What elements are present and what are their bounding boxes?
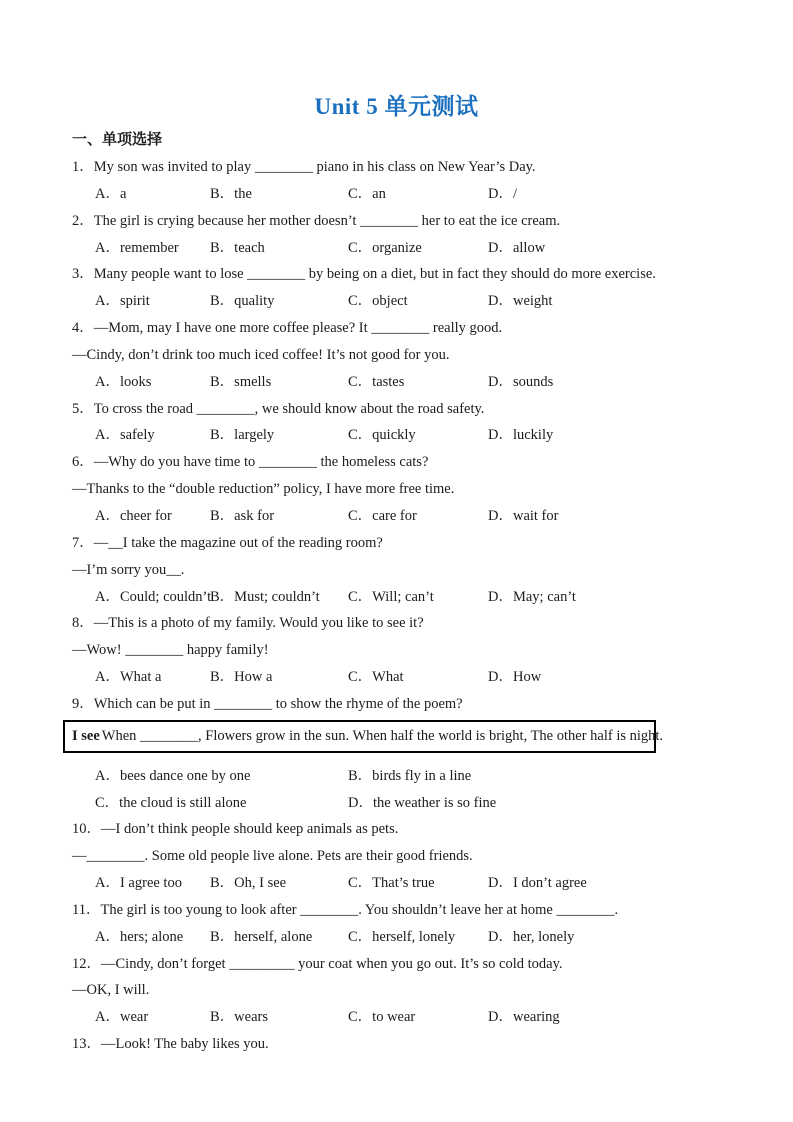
question-line: —OK, I will. (72, 982, 150, 999)
option: C．tastes (348, 373, 405, 390)
question-line: 3．Many people want to lose ________ by being on a diet, but in fact they should do more exercise. (72, 266, 656, 283)
option: B．Must; couldn’t (210, 588, 320, 605)
option: B．the (210, 185, 252, 202)
options-row (95, 503, 721, 530)
option: B．largely (210, 427, 275, 444)
question-line: —Cindy, don’t drink too much iced coffee! It’s not good for you. (72, 346, 450, 363)
options-row (95, 1004, 721, 1031)
options-row (95, 870, 721, 897)
option: D．wearing (488, 1009, 560, 1026)
question-12 (72, 951, 721, 1032)
option: C．the cloud is still alone (95, 794, 247, 811)
question-line: 2．The girl is crying because her mother doesn’t ________ her to eat the ice cream. (72, 212, 561, 229)
option: B．How a (210, 669, 273, 686)
option: D．weight (488, 293, 553, 310)
question-5 (72, 396, 721, 450)
question-line: —Thanks to the “double reduction” policy, I have more free time. (72, 481, 455, 498)
question-line: 7．—__I take the magazine out of the reading room? (72, 534, 383, 551)
options-row (95, 763, 721, 817)
poem-box-text: When ________, Flowers grow in the sun. When half the world is bright, The other half is night. (101, 727, 664, 744)
question-8 (72, 610, 721, 691)
option: C．an (348, 185, 386, 202)
option: B．herself, alone (210, 928, 313, 945)
option: C．care for (348, 507, 417, 524)
question-list (72, 154, 721, 1058)
option: B．wears (210, 1009, 268, 1026)
question-6 (72, 449, 721, 530)
question-10 (72, 816, 721, 897)
question-line: —Wow! ________ happy family! (72, 642, 269, 659)
option: A．cheer for (95, 507, 172, 524)
section-heading: 一、单项选择 (72, 132, 163, 148)
options-row (95, 924, 721, 951)
question-line: 12．—Cindy, don’t forget _________ your coat when you go out. It’s so cold today. (72, 955, 563, 972)
option: D．wait for (488, 507, 559, 524)
options-row (95, 288, 721, 315)
question-line: 5．To cross the road ________, we should know about the road safety. (72, 400, 485, 417)
option: C．organize (348, 239, 422, 256)
option: D．the weather is so fine (348, 794, 497, 811)
options-row (95, 584, 721, 611)
option: A．safely (95, 427, 155, 444)
option: B．teach (210, 239, 265, 256)
option: C．to wear (348, 1009, 416, 1026)
option: A．hers; alone (95, 928, 184, 945)
question-line: 8．—This is a photo of my family. Would you like to see it? (72, 615, 424, 632)
question-13 (72, 1031, 721, 1058)
question-2 (72, 208, 721, 262)
question-line: —________. Some old people live alone. Pets are their good friends. (72, 848, 473, 865)
option: A．spirit (95, 293, 150, 310)
question-9 (72, 691, 721, 817)
options-row (95, 369, 721, 396)
options-row (95, 664, 721, 691)
option: B．Oh, I see (210, 875, 287, 892)
option: C．quickly (348, 427, 416, 444)
option: A．Could; couldn’t (95, 588, 212, 605)
option: D．I don’t agree (488, 875, 587, 892)
option: D．/ (488, 185, 517, 202)
question-line: 1．My son was invited to play ________ piano in his class on New Year’s Day. (72, 159, 536, 175)
option: D．her, lonely (488, 928, 575, 945)
question-line: 4．—Mom, may I have one more coffee please? It ________ really good. (72, 320, 503, 337)
option: B．birds fly in a line (348, 767, 472, 784)
question-line: 6．—Why do you have time to ________ the homeless cats? (72, 454, 429, 471)
option: C．That’s true (348, 875, 435, 892)
options-row (95, 181, 721, 208)
option: A．remember (95, 239, 179, 256)
question-11 (72, 897, 721, 951)
question-line: —I’m sorry you__. (72, 561, 185, 578)
option: D．sounds (488, 373, 554, 390)
question-line: 10．—I don’t think people should keep animals as pets. (72, 821, 399, 838)
option: C．object (348, 293, 408, 310)
question-1 (72, 154, 721, 208)
page-title: Unit 5 单元测试 (314, 94, 479, 119)
option: D．May; can’t (488, 588, 576, 605)
option: A．I agree too (95, 875, 182, 892)
question-3 (72, 261, 721, 315)
option: A．a (95, 185, 127, 202)
option: C．What (348, 669, 404, 686)
option: B．quality (210, 293, 275, 310)
option: B．smells (210, 373, 272, 390)
option: A．bees dance one by one (95, 767, 251, 784)
poem-box (63, 720, 664, 753)
option: D．How (488, 669, 542, 686)
question-4 (72, 315, 721, 396)
option: A．looks (95, 373, 152, 390)
option: D．luckily (488, 427, 554, 444)
option: C．herself, lonely (348, 928, 456, 945)
option: B．ask for (210, 507, 275, 524)
poem-box-bold-text: I see (72, 727, 100, 744)
option: C．Will; can’t (348, 588, 434, 605)
options-row (95, 422, 721, 449)
option: A．wear (95, 1009, 149, 1026)
question-line: 11．The girl is too young to look after ________. You shouldn’t leave her at home ________. (72, 901, 619, 918)
option: D．allow (488, 239, 546, 256)
question-line: 13．—Look! The baby likes you. (72, 1036, 269, 1053)
option: A．What a (95, 669, 162, 686)
options-row (95, 235, 721, 262)
question-7 (72, 530, 721, 611)
question-line: 9．Which can be put in ________ to show the rhyme of the poem? (72, 695, 463, 712)
